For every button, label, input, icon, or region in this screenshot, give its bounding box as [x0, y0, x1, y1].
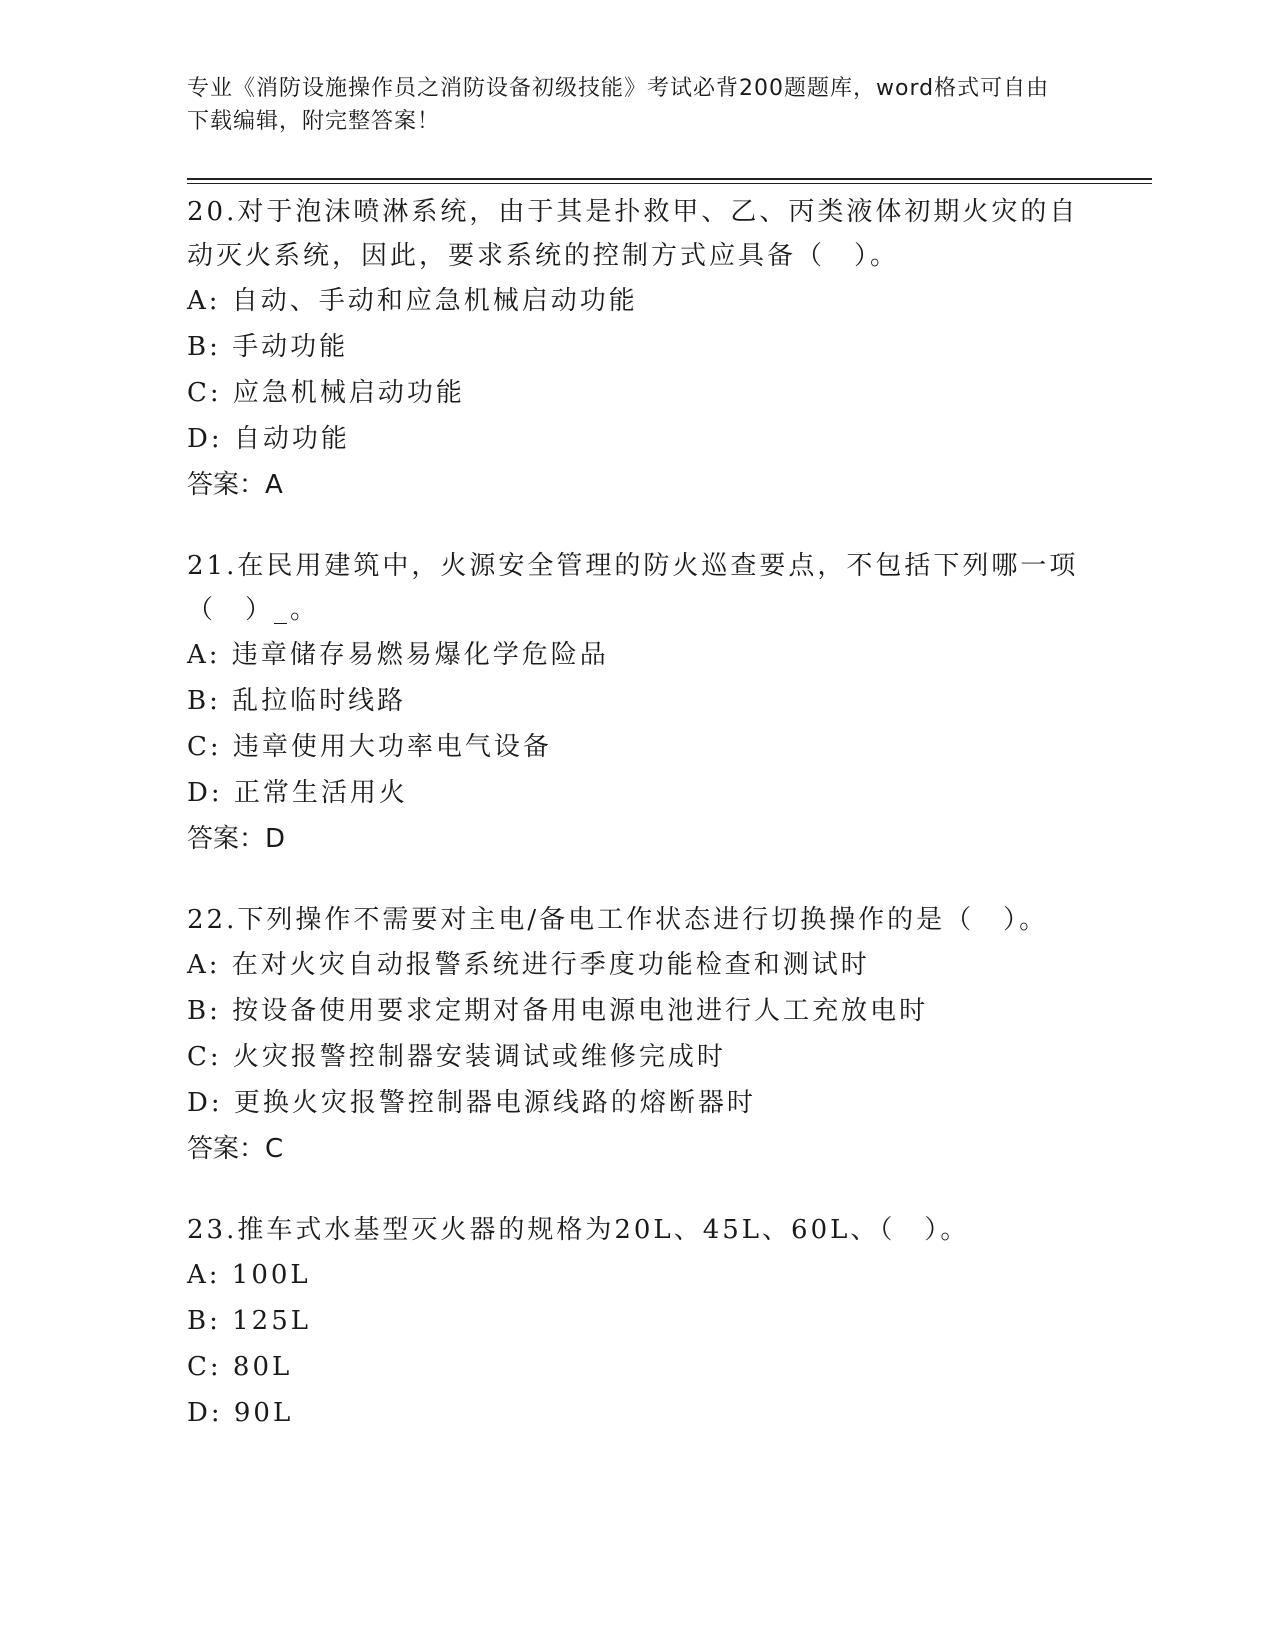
- option-a: A: 在对火灾自动报警系统进行季度功能检查和测试时: [187, 950, 870, 980]
- option-d: D: 90L: [187, 1398, 294, 1428]
- option-a: A: 自动、手动和应急机械启动功能: [187, 286, 638, 316]
- option-b: B: 125L: [187, 1306, 312, 1336]
- answer-line: 答案：D: [187, 824, 286, 854]
- header-divider-thick: [187, 178, 1152, 180]
- option-d: D: 正常生活用火: [187, 778, 408, 808]
- option-d: D: 自动功能: [187, 424, 350, 454]
- option-c: C: 80L: [187, 1352, 293, 1382]
- header-intro-text: 专业《消防设施操作员之消防设备初级技能》考试必背200题题库，word格式可自由下载编辑，附完整答案！: [187, 76, 1050, 134]
- question-22: [187, 898, 1087, 1172]
- option-a: A: 100L: [187, 1260, 311, 1290]
- option-d: D: 更换火灾报警控制器电源线路的熔断器时: [187, 1088, 756, 1118]
- question-23: [187, 1208, 1087, 1436]
- option-c: C: 违章使用大功率电气设备: [187, 732, 552, 762]
- document-header: [187, 72, 1067, 138]
- question-20: [187, 190, 1087, 508]
- header-divider-thin: [187, 183, 1152, 184]
- answer-line: 答案：A: [187, 470, 283, 500]
- option-b: B: 按设备使用要求定期对备用电源电池进行人工充放电时: [187, 996, 929, 1026]
- option-a: A: 违章储存易燃易爆化学危险品: [187, 640, 609, 670]
- option-c: C: 应急机械启动功能: [187, 378, 465, 408]
- answer-line: 答案：C: [187, 1134, 284, 1164]
- question-stem: 23.推车式水基型灭火器的规格为20L、45L、60L、（ ）。: [187, 1215, 970, 1245]
- question-list: [187, 190, 1087, 1472]
- question-stem: 20.对于泡沫喷淋系统，由于其是扑救甲、乙、丙类液体初期火灾的自动灭火系统，因此，要求系统的控制方式应具备（ ）。: [187, 197, 1079, 271]
- option-c: C: 火灾报警控制器安装调试或维修完成时: [187, 1042, 726, 1072]
- option-b: B: 手动功能: [187, 332, 349, 362]
- option-b: B: 乱拉临时线路: [187, 686, 407, 716]
- question-21: [187, 544, 1087, 862]
- question-stem: 21.在民用建筑中，火源安全管理的防火巡查要点，不包括下列哪一项（ ）_。: [187, 551, 1079, 625]
- question-stem: 22.下列操作不需要对主电/备电工作状态进行切换操作的是（ ）。: [187, 905, 1049, 935]
